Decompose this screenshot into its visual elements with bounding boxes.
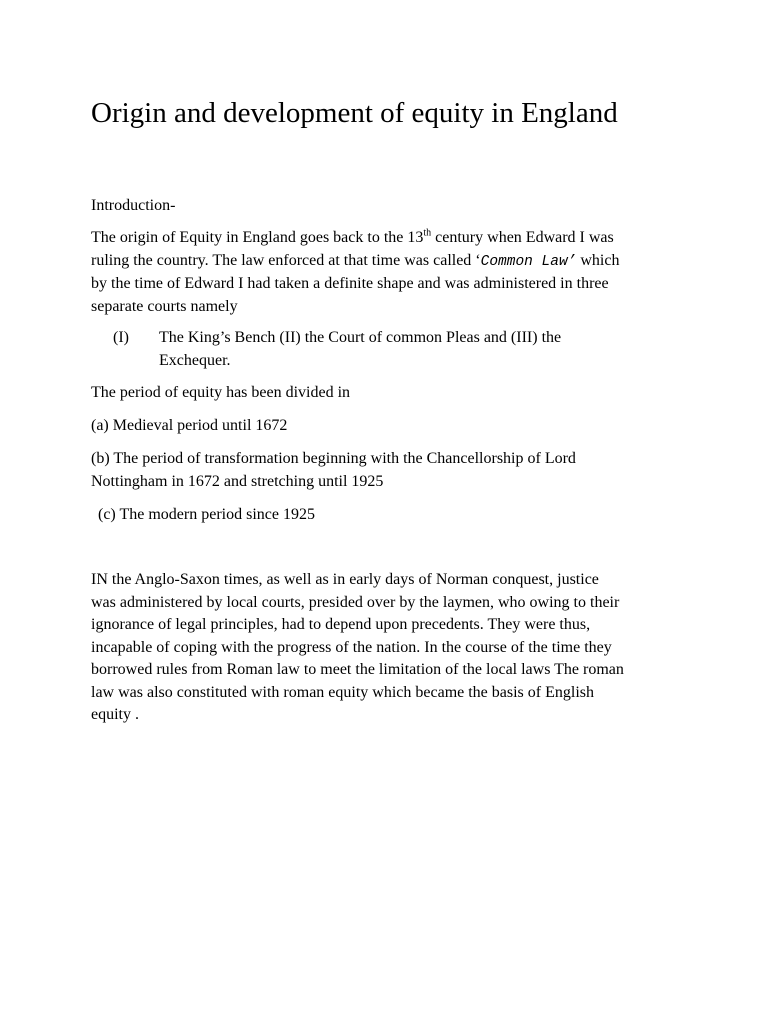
intro-heading: Introduction- (91, 197, 176, 214)
list-item-number: (I) (113, 329, 129, 346)
period-b-line-1: (b) The period of transformation beginning with the Chancellorship of Lord (91, 450, 576, 467)
intro-paragraph (91, 227, 691, 318)
period-intro: The period of equity has been divided in (91, 384, 351, 401)
history-line: law was also constituted with roman equity which became the basis of English (91, 683, 594, 701)
period-a: (a) Medieval period until 1672 (91, 417, 288, 434)
superscript-th: th (423, 227, 432, 239)
list-item-text (159, 327, 639, 372)
history-line: borrowed rules from Roman law to meet the limitation of the local laws The roman (91, 661, 624, 678)
list-item-line-1: The King’s Bench (II) the Court of common Pleas and (III) the (159, 329, 562, 346)
history-line: ignorance of legal principles, had to depend upon precedents. They were thus, (91, 616, 591, 633)
period-b (91, 448, 691, 493)
intro-line-4: separate courts namely (91, 297, 238, 315)
intro-line-3: by the time of Edward I had taken a definite shape and was administered in three (91, 275, 609, 292)
period-c: (c) The modern period since 1925 (98, 506, 315, 523)
common-law-term: Common Law’ (480, 253, 577, 270)
intro-line-1: The origin of Equity in England goes back to the 13th century when Edward I was (91, 227, 614, 246)
history-line: incapable of coping with the progress of the nation. In the course of the time they (91, 638, 612, 656)
history-paragraph (91, 569, 691, 727)
list-item-line-2: Exchequer. (159, 351, 231, 369)
period-b-line-2: Nottingham in 1672 and stretching until 1925 (91, 472, 384, 490)
history-line: IN the Anglo-Saxon times, as well as in early days of Norman conquest, justice (91, 571, 599, 588)
history-line: was administered by local courts, presided over by the laymen, who owing to their (91, 593, 620, 611)
document-title: Origin and development of equity in England (91, 97, 618, 129)
history-line: equity . (91, 706, 139, 723)
intro-line-2: ruling the country. The law enforced at that time was called ‘Common Law’ which (91, 251, 620, 270)
